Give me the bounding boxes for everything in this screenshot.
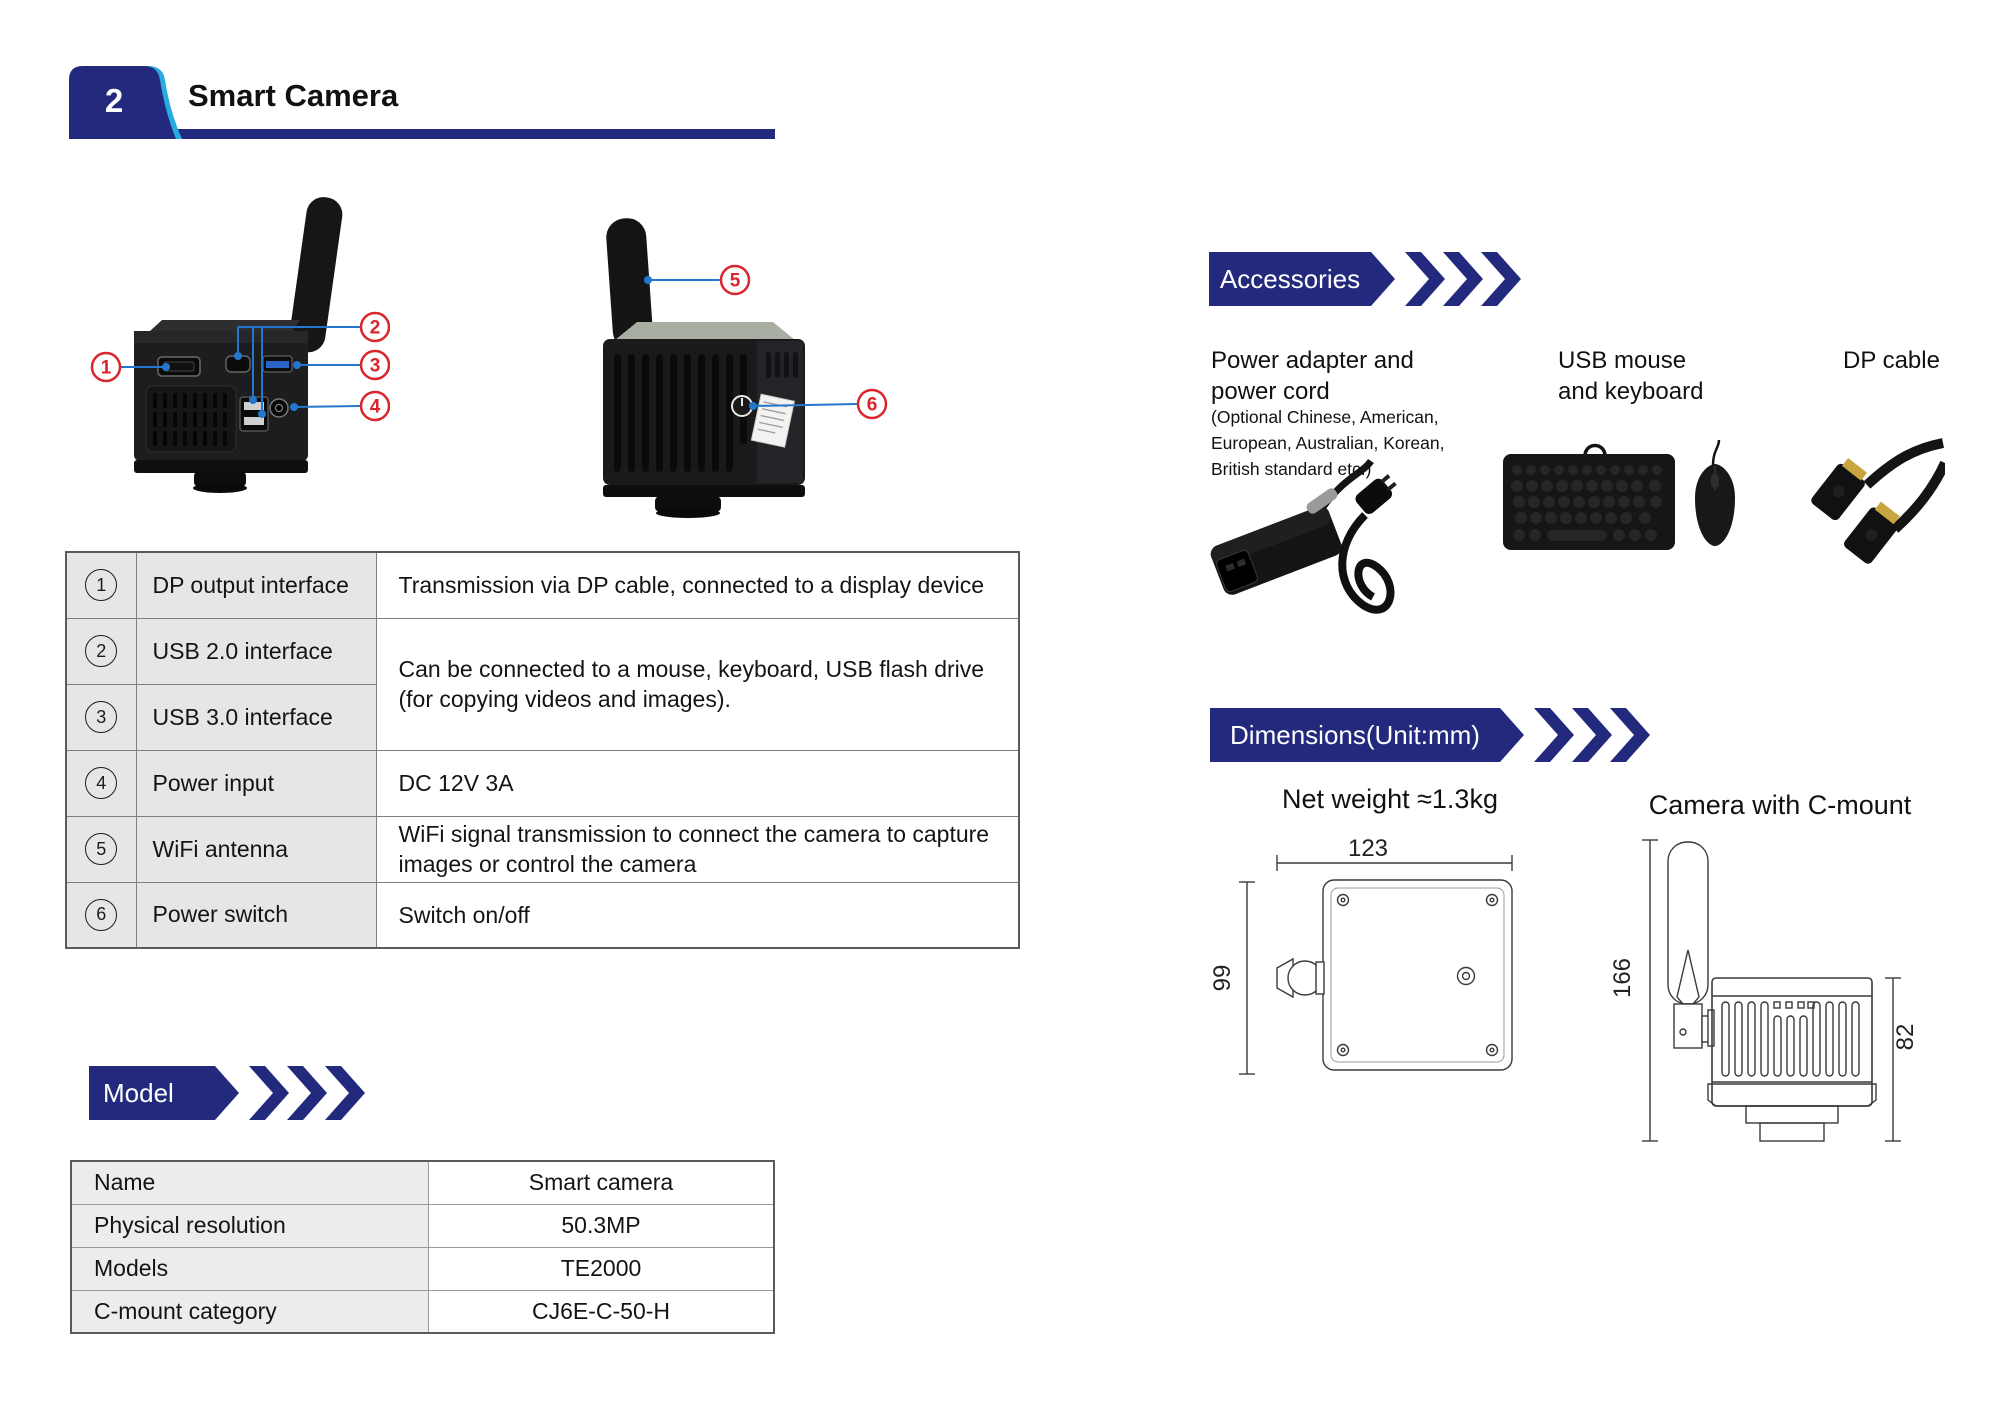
model-row-value: TE2000 xyxy=(429,1247,775,1290)
table-row xyxy=(66,552,1019,618)
header-underline-bar xyxy=(120,129,775,139)
model-table xyxy=(70,1160,775,1334)
table-row xyxy=(66,816,1019,882)
model-row-label: Physical resolution xyxy=(71,1204,429,1247)
dimensions-banner xyxy=(1210,708,1660,762)
row-number-badge: 3 xyxy=(85,701,117,733)
callout-1 xyxy=(92,353,120,381)
camera2-base xyxy=(603,485,805,497)
row-label: Power input xyxy=(136,750,376,816)
model-row-value: Smart camera xyxy=(429,1161,775,1204)
banner-title: Dimensions(Unit:mm) xyxy=(1230,719,1480,750)
accessory-title xyxy=(1843,345,1940,376)
callout-dot-3 xyxy=(293,361,301,369)
svg-text:6: 6 xyxy=(866,394,878,416)
dim-body-height-label: 82 xyxy=(1892,1023,1919,1051)
accessory-note-line: British standard etc.) xyxy=(1211,459,1372,479)
dc-jack xyxy=(270,399,288,417)
dp-cable-image xyxy=(1775,433,1945,573)
svg-text:5: 5 xyxy=(729,270,741,292)
usb3-port xyxy=(263,356,292,372)
mouse-cable xyxy=(1713,440,1719,466)
chevron-icon xyxy=(1405,252,1445,306)
accessory-title xyxy=(1211,345,1414,407)
camera-back-figure xyxy=(590,165,900,525)
row-label: DP output interface xyxy=(136,552,376,618)
mouse xyxy=(1695,464,1735,546)
accessories-banner xyxy=(1209,252,1549,306)
row-desc: Switch on/off xyxy=(376,882,1019,948)
chevron-icon xyxy=(249,1066,289,1120)
row-label: WiFi antenna xyxy=(136,816,376,882)
chevron-icon xyxy=(1572,708,1612,762)
table-row xyxy=(71,1290,774,1333)
camera-top-face xyxy=(150,320,300,331)
section-number: 2 xyxy=(104,82,124,119)
chevron-icon xyxy=(1534,708,1574,762)
model-row-label: Name xyxy=(71,1161,429,1204)
dp-connector xyxy=(1809,456,1872,523)
model-row-value: CJ6E-C-50-H xyxy=(429,1290,775,1333)
chevron-icon xyxy=(287,1066,327,1120)
accessory-title-line: DP cable xyxy=(1843,347,1940,374)
callout-line-4 xyxy=(294,406,360,407)
top-view-drawing xyxy=(1205,825,1525,1090)
side-view-drawing xyxy=(1600,828,1935,1158)
vent-grille xyxy=(146,386,236,452)
model-row-label: Models xyxy=(71,1247,429,1290)
table-row xyxy=(71,1247,774,1290)
chevron-icon xyxy=(1481,252,1521,306)
dim-width-label: 123 xyxy=(1347,835,1389,862)
row-number-badge: 6 xyxy=(85,899,117,931)
accessory-title-line: power cord xyxy=(1211,378,1330,405)
camera2-top-face xyxy=(615,322,795,340)
cmount-drawing-title: Camera with C-mount xyxy=(1648,790,1912,820)
row-number-badge: 2 xyxy=(85,635,117,667)
accessory-title-line: and keyboard xyxy=(1558,378,1704,405)
accessory-title-line: Power adapter and xyxy=(1211,347,1414,374)
svg-text:3: 3 xyxy=(369,355,381,377)
accessory-title xyxy=(1558,345,1703,407)
interface-table xyxy=(65,551,1020,949)
row-label: USB 3.0 interface xyxy=(136,684,376,750)
camera-body-top-strip xyxy=(134,331,308,343)
svg-text:4: 4 xyxy=(369,396,381,418)
callout-dot-2c xyxy=(258,410,266,418)
model-row-value: 50.3MP xyxy=(429,1204,775,1247)
chevron-icon xyxy=(325,1066,365,1120)
banner-title: Accessories xyxy=(1219,263,1361,294)
c-mount-lens xyxy=(193,471,247,493)
wifi-antenna xyxy=(287,195,344,354)
callout-5 xyxy=(721,266,749,294)
row-number-badge: 4 xyxy=(85,767,117,799)
keyboard-mouse-image xyxy=(1495,438,1760,563)
row-desc-merged: Can be connected to a mouse, keyboard, USB flash drive (for copying videos and images). xyxy=(376,618,1019,750)
accessory-note-line: European, Australian, Korean, xyxy=(1211,433,1445,453)
row-number-badge: 1 xyxy=(85,569,117,601)
power-cord-coil xyxy=(1342,471,1400,610)
row-label: Power switch xyxy=(136,882,376,948)
dim-depth-label: 99 xyxy=(1209,964,1236,992)
dp-connector xyxy=(1842,499,1905,566)
callout-dot-2b xyxy=(249,396,257,404)
row-label: USB 2.0 interface xyxy=(136,618,376,684)
power-adapter-image xyxy=(1205,455,1415,625)
callout-dot-6 xyxy=(749,402,757,410)
svg-text:1: 1 xyxy=(100,357,112,379)
banner-title: Model xyxy=(103,1077,174,1108)
page-title: Smart Camera xyxy=(188,78,399,113)
accessory-note-line: (Optional Chinese, American, xyxy=(1211,407,1439,427)
row-desc: Transmission via DP cable, connected to a display device xyxy=(376,552,1019,618)
callout-dot-4 xyxy=(290,403,298,411)
table-row xyxy=(71,1204,774,1247)
table-row xyxy=(71,1161,774,1204)
callout-3 xyxy=(361,351,389,379)
model-row-label: C-mount category xyxy=(71,1290,429,1333)
callout-dot-2a xyxy=(234,352,242,360)
table-row xyxy=(66,882,1019,948)
table-row xyxy=(66,618,1019,684)
table-row xyxy=(66,750,1019,816)
row-desc: WiFi signal transmission to connect the camera to capture images or control the camera xyxy=(376,816,1019,882)
camera-side-figure xyxy=(90,150,390,500)
svg-text:2: 2 xyxy=(369,317,381,339)
chevron-icon xyxy=(1443,252,1483,306)
chevron-icon xyxy=(1610,708,1650,762)
net-weight: Net weight ≈1.3kg xyxy=(1282,784,1498,814)
dim-total-height-label: 166 xyxy=(1609,957,1636,999)
callout-2 xyxy=(361,313,389,341)
callout-dot-5 xyxy=(644,276,652,284)
callout-6 xyxy=(858,390,886,418)
row-number-badge: 5 xyxy=(85,833,117,865)
callout-4 xyxy=(361,392,389,420)
model-banner xyxy=(89,1066,379,1120)
row-desc: DC 12V 3A xyxy=(376,750,1019,816)
camera2-lens xyxy=(655,496,721,518)
callout-dot-1 xyxy=(162,363,170,371)
accessory-title-line: USB mouse xyxy=(1558,347,1687,374)
